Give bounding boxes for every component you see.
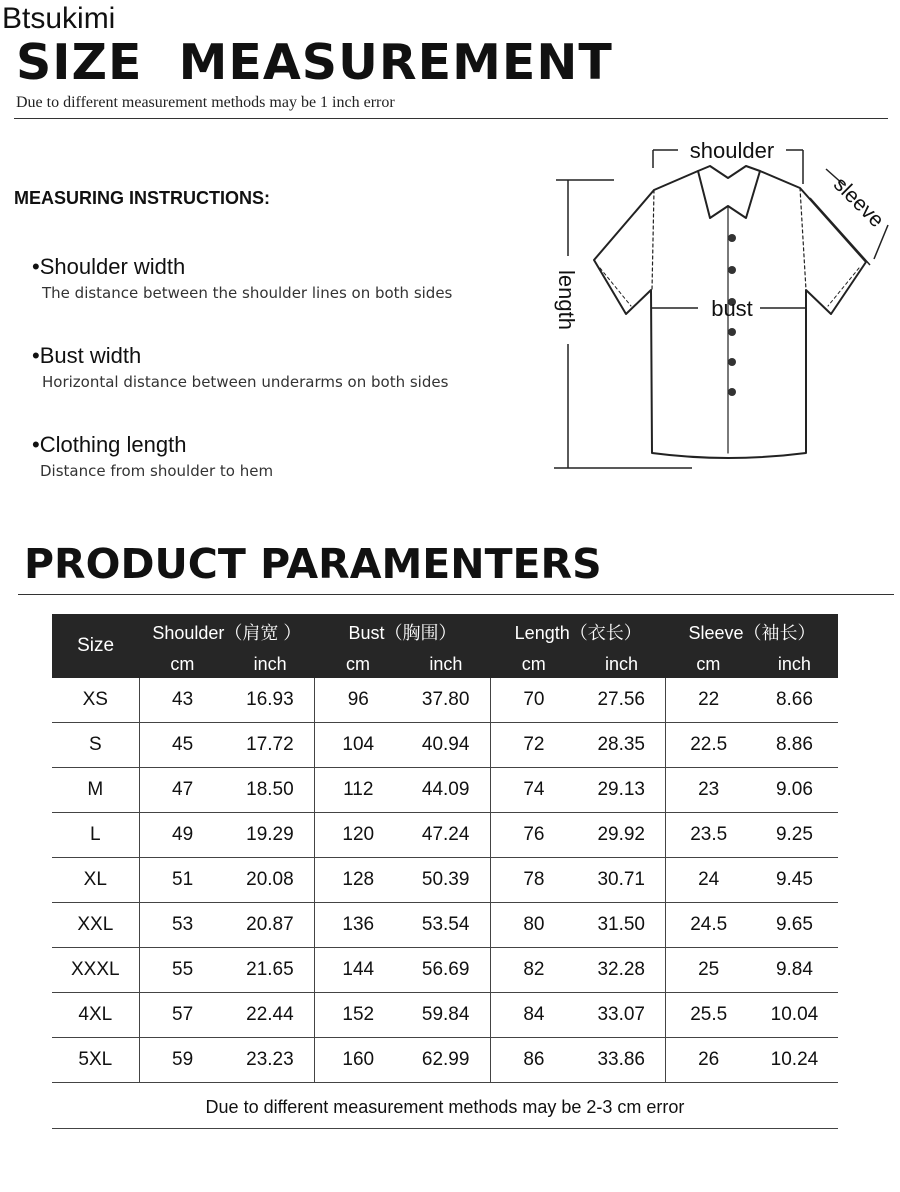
- table-cell: 112: [315, 768, 402, 813]
- instruction-shoulder-label: •Shoulder width: [32, 254, 186, 279]
- table-cell: 21.65: [226, 948, 315, 993]
- instruction-bust-desc: Horizontal distance between underarms on both sides: [42, 373, 449, 391]
- table-cell: 23.5: [666, 813, 751, 858]
- table-cell: 9.45: [751, 858, 838, 903]
- table-cell: 28.35: [577, 723, 666, 768]
- table-cell: 25: [666, 948, 751, 993]
- table-cell: 62.99: [401, 1038, 490, 1083]
- instruction-length-desc: Distance from shoulder to hem: [40, 462, 274, 480]
- unit-header: inch: [577, 650, 666, 678]
- table-cell: 72: [490, 723, 577, 768]
- table-row: [52, 813, 838, 858]
- table-cell: 30.71: [577, 858, 666, 903]
- unit-header: cm: [315, 650, 402, 678]
- table-cell: 78: [490, 858, 577, 903]
- unit-header: inch: [401, 650, 490, 678]
- table-cell: 74: [490, 768, 577, 813]
- unit-header: cm: [139, 650, 226, 678]
- size-cell: XL: [52, 858, 139, 903]
- unit-header: cm: [666, 650, 751, 678]
- table-cell: 31.50: [577, 903, 666, 948]
- table-cell: 50.39: [401, 858, 490, 903]
- table-cell: 45: [139, 723, 226, 768]
- size-cell: 5XL: [52, 1038, 139, 1083]
- bust-header: Bust（胸围）: [315, 614, 491, 650]
- table-cell: 16.93: [226, 678, 315, 723]
- table-row: [52, 678, 838, 723]
- table-cell: 9.65: [751, 903, 838, 948]
- table-row: [52, 993, 838, 1038]
- table-cell: 23.23: [226, 1038, 315, 1083]
- table-error-note: Due to different measurement methods may be 2-3 cm error: [52, 1086, 838, 1129]
- shoulder-header: Shoulder（肩宽 ）: [139, 614, 315, 650]
- size-cell: XXXL: [52, 948, 139, 993]
- table-cell: 40.94: [401, 723, 490, 768]
- table-cell: 144: [315, 948, 402, 993]
- table-cell: 59.84: [401, 993, 490, 1038]
- size-cell: 4XL: [52, 993, 139, 1038]
- bust-label: bust: [711, 296, 753, 321]
- table-cell: 70: [490, 678, 577, 723]
- table-cell: 22: [666, 678, 751, 723]
- table-row: [52, 1038, 838, 1083]
- shoulder-label: shoulder: [689, 138, 775, 163]
- table-cell: 33.07: [577, 993, 666, 1038]
- shirt-diagram: [548, 128, 893, 478]
- table-row: [52, 768, 838, 813]
- table-cell: 22.5: [666, 723, 751, 768]
- table-cell: 44.09: [401, 768, 490, 813]
- table-cell: 25.5: [666, 993, 751, 1038]
- sleeve-header: Sleeve（袖长）: [666, 614, 838, 650]
- table-cell: 136: [315, 903, 402, 948]
- table-cell: 37.80: [401, 678, 490, 723]
- table-cell: 51: [139, 858, 226, 903]
- table-cell: 55: [139, 948, 226, 993]
- table-cell: 8.86: [751, 723, 838, 768]
- size-cell: L: [52, 813, 139, 858]
- measuring-instructions-title: MEASURING INSTRUCTIONS:: [14, 188, 270, 208]
- table-cell: 84: [490, 993, 577, 1038]
- table-cell: 29.92: [577, 813, 666, 858]
- table-cell: 76: [490, 813, 577, 858]
- size-cell: M: [52, 768, 139, 813]
- size-cell: XS: [52, 678, 139, 723]
- table-cell: 17.72: [226, 723, 315, 768]
- table-row: [52, 903, 838, 948]
- table-cell: 59: [139, 1038, 226, 1083]
- size-table: [52, 614, 838, 1083]
- size-cell: S: [52, 723, 139, 768]
- table-row: [52, 723, 838, 768]
- table-cell: 8.66: [751, 678, 838, 723]
- table-cell: 22.44: [226, 993, 315, 1038]
- table-cell: 104: [315, 723, 402, 768]
- product-parameters-title: PRODUCT PARAMENTERS: [24, 540, 602, 588]
- table-cell: 18.50: [226, 768, 315, 813]
- measurement-error-note: Due to different measurement methods may be 1 inch error: [16, 94, 395, 111]
- table-cell: 47: [139, 768, 226, 813]
- divider: [18, 594, 894, 595]
- table-cell: 24: [666, 858, 751, 903]
- length-label: length: [554, 270, 579, 330]
- table-cell: 49: [139, 813, 226, 858]
- table-cell: 96: [315, 678, 402, 723]
- table-cell: 53.54: [401, 903, 490, 948]
- table-cell: 23: [666, 768, 751, 813]
- size-cell: XXL: [52, 903, 139, 948]
- table-cell: 53: [139, 903, 226, 948]
- divider: [14, 118, 888, 119]
- brand-name: Btsukimi: [2, 2, 116, 35]
- table-cell: 9.25: [751, 813, 838, 858]
- unit-header: inch: [226, 650, 315, 678]
- table-cell: 86: [490, 1038, 577, 1083]
- size-header: Size: [52, 614, 139, 678]
- table-row: [52, 948, 838, 993]
- table-cell: 29.13: [577, 768, 666, 813]
- table-cell: 26: [666, 1038, 751, 1083]
- instruction-length-label: •Clothing length: [32, 432, 187, 457]
- table-cell: 10.04: [751, 993, 838, 1038]
- size-measurement-title: SIZE MEASUREMENT: [16, 34, 613, 91]
- table-cell: 32.28: [577, 948, 666, 993]
- length-header: Length（衣长）: [490, 614, 666, 650]
- table-cell: 56.69: [401, 948, 490, 993]
- table-cell: 120: [315, 813, 402, 858]
- table-cell: 20.08: [226, 858, 315, 903]
- table-cell: 19.29: [226, 813, 315, 858]
- table-cell: 10.24: [751, 1038, 838, 1083]
- sleeve-label: sleeve: [829, 172, 889, 232]
- table-cell: 82: [490, 948, 577, 993]
- table-cell: 43: [139, 678, 226, 723]
- table-cell: 33.86: [577, 1038, 666, 1083]
- table-cell: 152: [315, 993, 402, 1038]
- unit-header: cm: [490, 650, 577, 678]
- table-cell: 80: [490, 903, 577, 948]
- table-cell: 9.84: [751, 948, 838, 993]
- shirt-collar: [698, 166, 760, 218]
- instruction-shoulder-desc: The distance between the shoulder lines on both sides: [42, 284, 453, 302]
- table-row: [52, 858, 838, 903]
- table-cell: 9.06: [751, 768, 838, 813]
- table-cell: 47.24: [401, 813, 490, 858]
- table-cell: 160: [315, 1038, 402, 1083]
- table-cell: 20.87: [226, 903, 315, 948]
- table-cell: 128: [315, 858, 402, 903]
- unit-header: inch: [751, 650, 838, 678]
- table-cell: 57: [139, 993, 226, 1038]
- instruction-bust-label: •Bust width: [32, 343, 142, 368]
- table-cell: 24.5: [666, 903, 751, 948]
- table-cell: 27.56: [577, 678, 666, 723]
